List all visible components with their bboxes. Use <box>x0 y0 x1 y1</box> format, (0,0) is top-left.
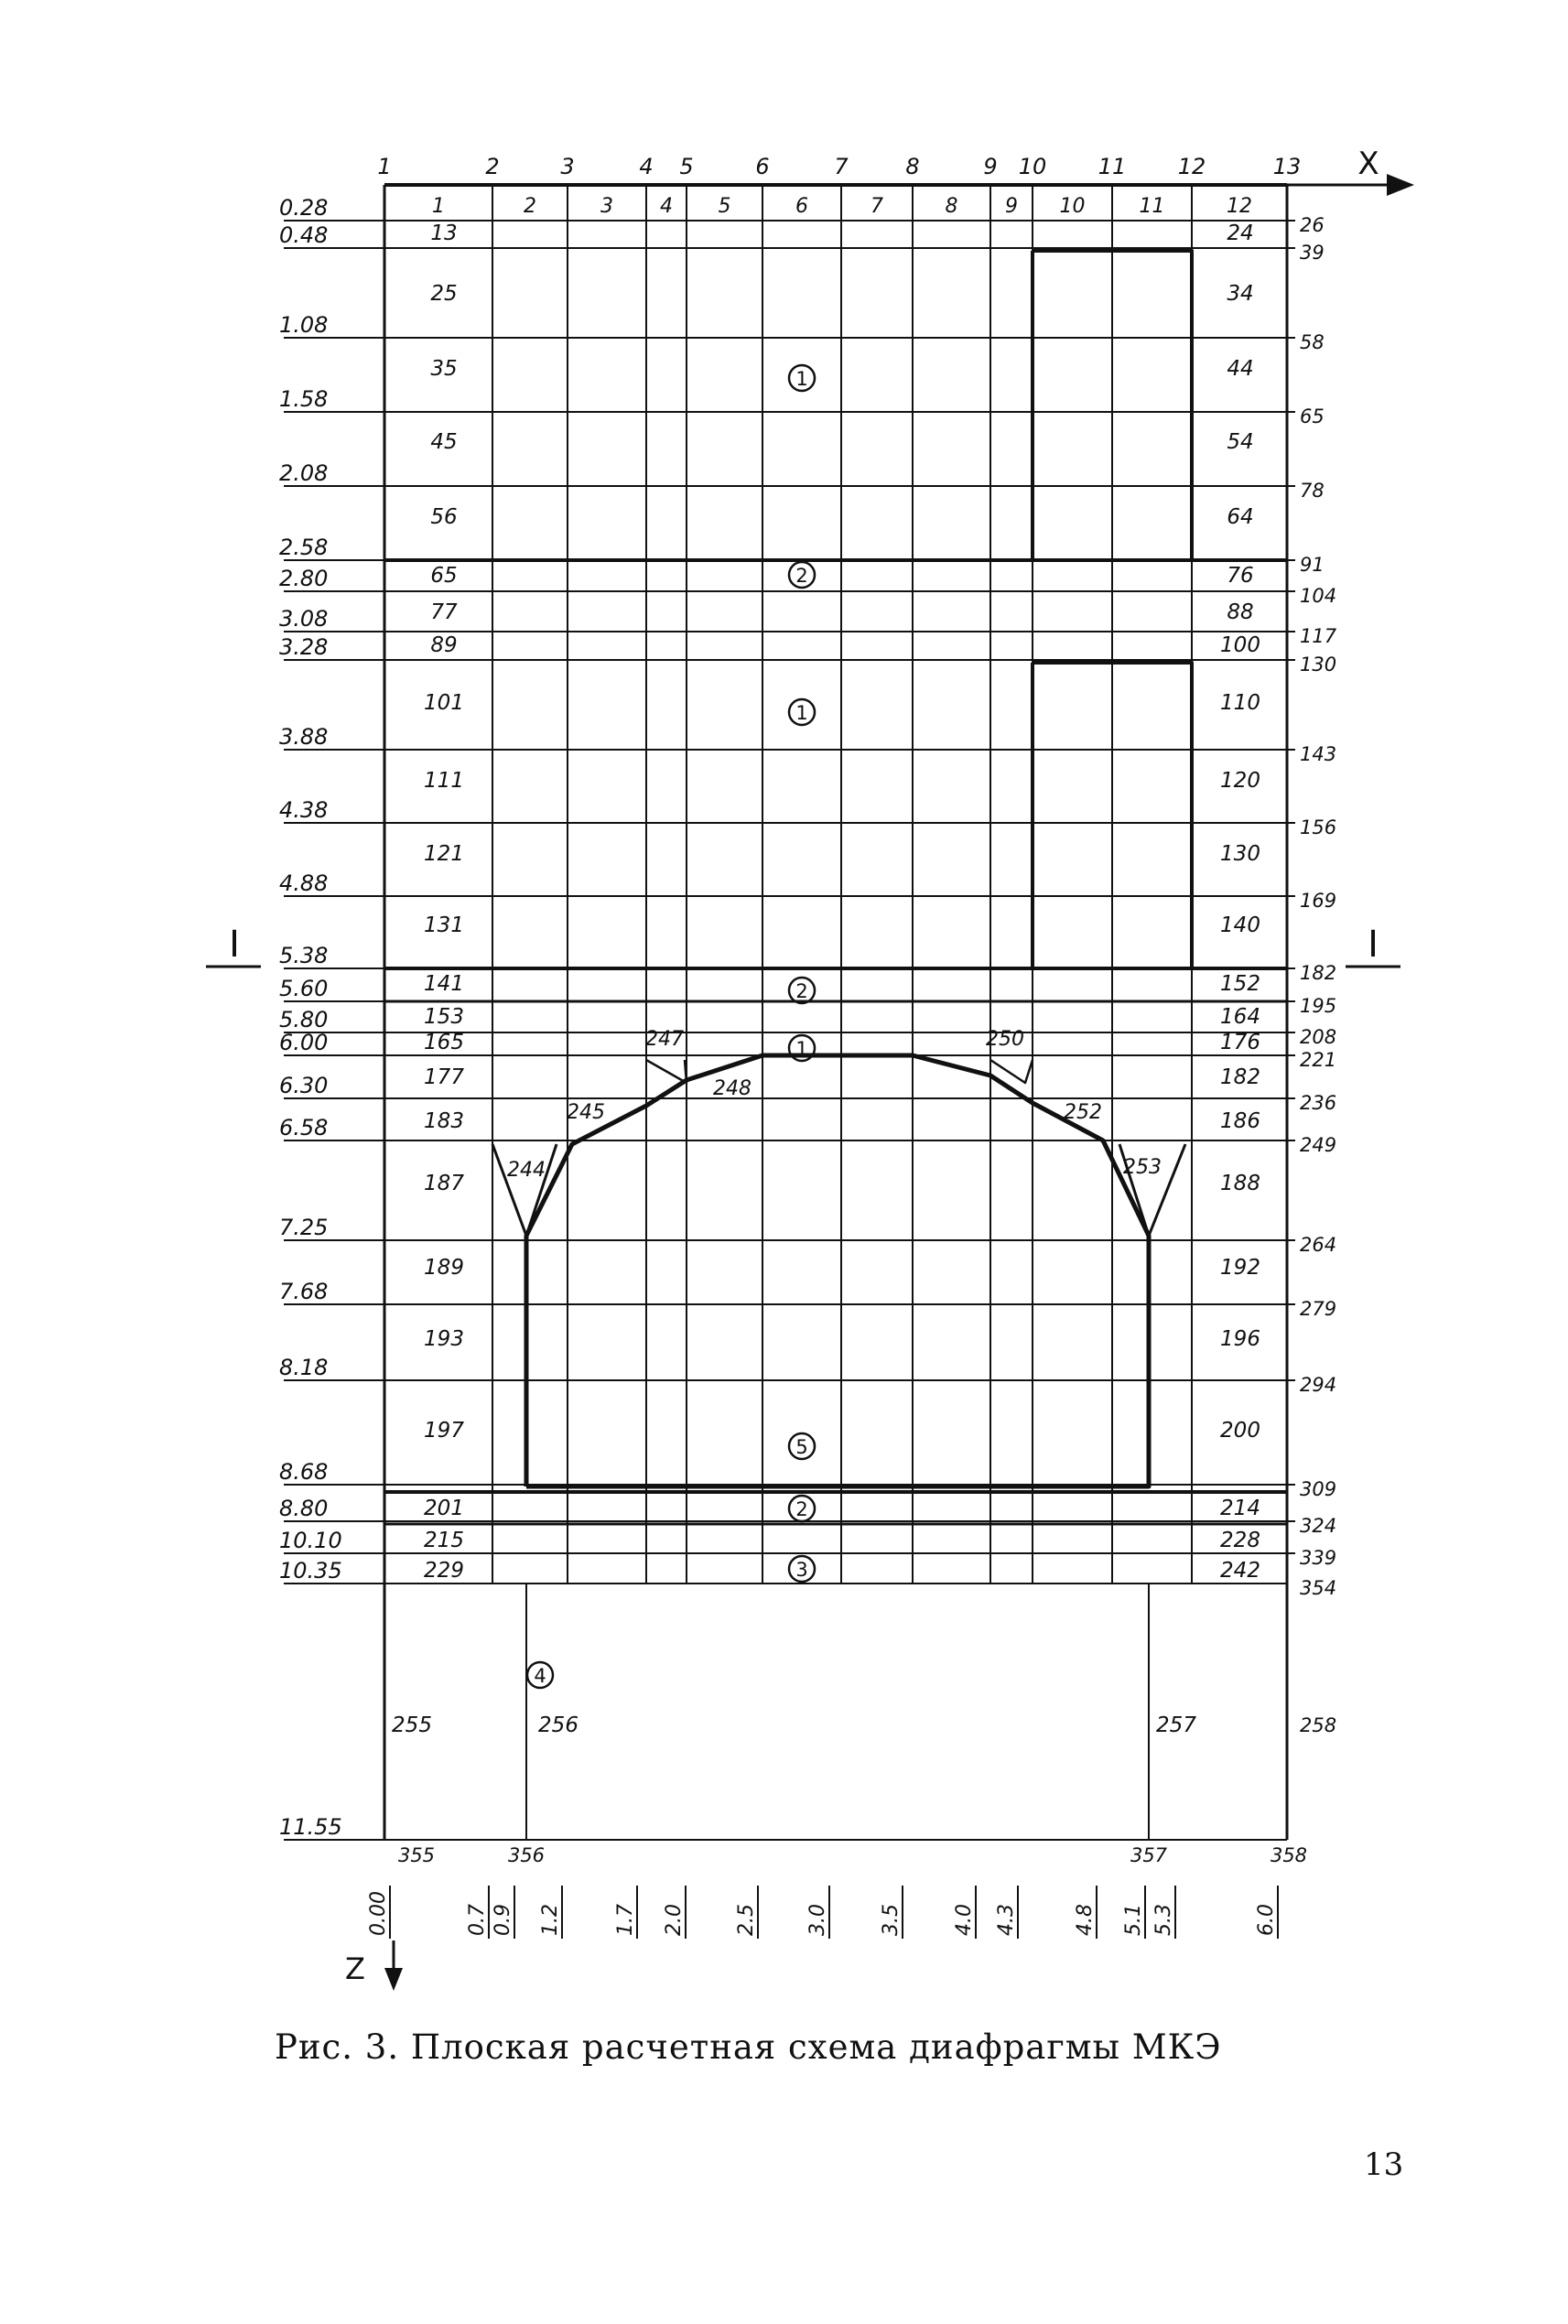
column-number-10: 10 <box>1018 154 1047 179</box>
left-element-number: 35 <box>430 357 458 381</box>
diagram-labels <box>229 146 1379 1986</box>
special-element-number: 252 <box>1064 1101 1102 1124</box>
column-element-2: 2 <box>524 195 536 218</box>
right-node-number: 264 <box>1300 1234 1337 1256</box>
x-coordinate-label: 0.7 <box>466 1904 489 1936</box>
right-node-number: 208 <box>1300 1026 1337 1048</box>
left-element-number: 56 <box>430 505 458 529</box>
right-element-number: 228 <box>1220 1529 1260 1552</box>
foundation-element-number: 255 <box>392 1713 432 1737</box>
right-element-number: 88 <box>1227 600 1254 624</box>
left-element-number: 101 <box>424 691 464 715</box>
left-element-number: 89 <box>430 633 458 657</box>
column-element-8: 8 <box>945 195 958 218</box>
depth-label: 6.58 <box>279 1115 329 1140</box>
depth-label: 8.68 <box>279 1459 329 1485</box>
left-element-number: 177 <box>424 1065 464 1089</box>
left-element-number: 187 <box>424 1172 464 1195</box>
section-mark-right: I <box>1368 924 1379 966</box>
right-element-number: 64 <box>1227 505 1254 529</box>
depth-label: 2.08 <box>279 460 329 486</box>
depth-label: 5.60 <box>279 976 329 1001</box>
right-node-number: 26 <box>1300 214 1325 236</box>
right-node-number: 130 <box>1300 654 1337 676</box>
left-element-number: 25 <box>430 282 458 306</box>
left-element-number: 193 <box>424 1327 464 1351</box>
right-element-number: 188 <box>1220 1172 1260 1195</box>
x-coordinate-label: 1.7 <box>614 1904 637 1936</box>
column-number-5: 5 <box>679 154 694 179</box>
x-coordinate-label: 1.2 <box>539 1904 562 1936</box>
material-marker-1: 1 <box>795 702 808 724</box>
right-node-number: 143 <box>1300 743 1337 765</box>
special-element-number: 245 <box>567 1101 605 1124</box>
right-node-number: 65 <box>1300 405 1325 427</box>
right-node-number: 354 <box>1300 1577 1337 1599</box>
right-element-number: 164 <box>1220 1005 1260 1029</box>
z-axis-label: Z <box>345 1951 365 1986</box>
left-element-number: 45 <box>430 430 458 454</box>
right-element-number: 76 <box>1227 564 1254 588</box>
left-element-number: 65 <box>430 564 458 588</box>
x-coordinate-label: 3.5 <box>880 1904 903 1936</box>
gusset-triangle-left <box>646 1060 687 1083</box>
depth-label: 7.25 <box>279 1215 329 1240</box>
left-element-number: 215 <box>424 1529 464 1552</box>
x-axis-label: X <box>1357 146 1379 182</box>
column-number-8: 8 <box>905 154 920 179</box>
right-node-number: 309 <box>1300 1478 1337 1500</box>
right-node-number: 195 <box>1300 995 1337 1017</box>
page-number: 13 <box>1364 2146 1404 2183</box>
material-marker-1: 1 <box>795 1038 808 1060</box>
right-node-number: 294 <box>1300 1374 1337 1396</box>
column-number-11: 11 <box>1098 154 1127 179</box>
right-element-number: 34 <box>1227 282 1254 306</box>
bottom-node-number: 356 <box>507 1844 546 1866</box>
column-element-9: 9 <box>1005 195 1018 218</box>
depth-label: 2.58 <box>279 535 329 560</box>
right-node-number: 258 <box>1300 1714 1337 1736</box>
bottom-node-number: 357 <box>1130 1844 1168 1866</box>
column-element-1: 1 <box>432 195 445 218</box>
foundation-element-number: 257 <box>1156 1713 1196 1737</box>
x-coordinate-label: 0.00 <box>367 1891 390 1936</box>
left-element-number: 77 <box>430 600 458 624</box>
column-element-3: 3 <box>600 195 613 218</box>
special-element-number: 247 <box>645 1028 684 1051</box>
right-node-number: 91 <box>1300 554 1325 576</box>
x-coordinate-label: 4.0 <box>953 1904 976 1936</box>
right-node-number: 339 <box>1300 1547 1337 1569</box>
right-element-number: 140 <box>1220 913 1260 937</box>
right-element-number: 100 <box>1220 633 1260 657</box>
right-element-number: 130 <box>1220 842 1260 866</box>
section-mark-left: I <box>229 924 240 966</box>
right-element-number: 54 <box>1227 430 1254 454</box>
right-node-number: 221 <box>1300 1049 1337 1071</box>
depth-label: 5.38 <box>279 943 329 968</box>
bold-boundary-lines <box>384 251 1287 1524</box>
depth-label: 3.28 <box>279 634 329 660</box>
column-element-6: 6 <box>795 195 808 218</box>
right-node-number: 156 <box>1300 816 1337 838</box>
right-element-number: 24 <box>1227 222 1254 245</box>
left-element-number: 183 <box>424 1109 464 1133</box>
right-element-number: 152 <box>1220 972 1260 996</box>
column-element-10: 10 <box>1059 195 1086 218</box>
column-number-4: 4 <box>639 154 654 179</box>
special-element-number: 250 <box>986 1028 1024 1051</box>
x-coordinate-label: 5.1 <box>1122 1904 1145 1936</box>
column-number-12: 12 <box>1177 154 1206 179</box>
bottom-node-number: 358 <box>1270 1844 1308 1866</box>
material-marker-1: 1 <box>795 368 808 390</box>
left-element-number: 153 <box>424 1005 464 1029</box>
depth-label: 1.58 <box>279 386 329 412</box>
right-node-number: 279 <box>1300 1298 1337 1320</box>
left-element-number: 229 <box>424 1559 464 1583</box>
column-number-3: 3 <box>560 154 575 179</box>
x-coordinate-label: 0.9 <box>492 1904 514 1936</box>
depth-label: 6.30 <box>279 1073 329 1098</box>
depth-label: 0.48 <box>279 222 329 248</box>
depth-label: 6.00 <box>279 1030 329 1055</box>
x-coordinate-label: 4.8 <box>1074 1904 1097 1936</box>
right-element-number: 120 <box>1220 769 1260 793</box>
right-element-number: 242 <box>1220 1559 1260 1583</box>
x-coordinate-label: 2.5 <box>735 1904 758 1936</box>
right-node-number: 324 <box>1300 1515 1337 1537</box>
right-node-number: 169 <box>1300 890 1337 912</box>
right-element-number: 44 <box>1227 357 1254 381</box>
x-coordinate-label: 5.3 <box>1152 1904 1175 1936</box>
column-element-5: 5 <box>718 195 731 218</box>
x-coordinate-label: 3.0 <box>806 1904 829 1936</box>
left-element-number: 111 <box>424 769 464 793</box>
depth-label: 0.28 <box>279 195 329 221</box>
right-node-number: 39 <box>1300 242 1325 264</box>
right-element-number: 200 <box>1220 1419 1260 1443</box>
special-element-number: 253 <box>1123 1156 1162 1179</box>
right-node-number: 117 <box>1300 625 1337 647</box>
special-element-number: 244 <box>507 1159 546 1182</box>
material-marker-3: 3 <box>795 1559 808 1581</box>
left-element-number: 197 <box>424 1419 464 1443</box>
column-number-7: 7 <box>834 154 849 179</box>
left-element-number: 121 <box>424 842 464 866</box>
depth-label: 2.80 <box>279 566 329 591</box>
column-element-7: 7 <box>871 195 883 218</box>
left-element-number: 201 <box>424 1497 464 1520</box>
right-element-number: 192 <box>1220 1256 1260 1280</box>
left-element-number: 165 <box>424 1031 464 1054</box>
depth-label: 4.38 <box>279 797 329 823</box>
left-element-number: 141 <box>424 972 464 996</box>
right-node-number: 182 <box>1300 962 1337 984</box>
right-element-number: 182 <box>1220 1065 1260 1089</box>
depth-label: 8.80 <box>279 1496 329 1521</box>
column-number-2: 2 <box>485 154 500 179</box>
x-coordinate-label: 4.3 <box>995 1904 1018 1936</box>
depth-label: 11.55 <box>279 1814 342 1840</box>
depth-label: 3.88 <box>279 724 329 750</box>
material-marker-2: 2 <box>795 565 808 587</box>
right-element-number: 176 <box>1220 1031 1260 1054</box>
right-node-number: 58 <box>1300 331 1325 353</box>
right-node-number: 78 <box>1300 480 1325 502</box>
column-element-4: 4 <box>660 195 673 218</box>
depth-label: 10.35 <box>279 1558 342 1584</box>
material-marker-5: 5 <box>795 1436 808 1458</box>
x-coordinate-label: 6.0 <box>1255 1904 1278 1936</box>
depth-label: 8.18 <box>279 1355 329 1380</box>
depth-label: 3.08 <box>279 606 329 632</box>
z-axis-arrow <box>384 1968 403 1991</box>
right-node-number: 236 <box>1300 1092 1337 1114</box>
column-number-6: 6 <box>755 154 770 179</box>
x-axis-arrow <box>1387 174 1414 196</box>
depth-label: 1.08 <box>279 312 329 338</box>
bottom-node-number: 355 <box>397 1844 436 1866</box>
material-marker-2: 2 <box>795 1498 808 1520</box>
column-number-9: 9 <box>983 154 998 179</box>
right-node-number: 249 <box>1300 1134 1337 1156</box>
depth-label: 7.68 <box>279 1279 329 1304</box>
column-element-12: 12 <box>1227 195 1252 218</box>
depth-label: 5.80 <box>279 1007 329 1032</box>
right-element-number: 186 <box>1220 1109 1260 1133</box>
column-number-1: 1 <box>377 154 392 179</box>
depth-label: 4.88 <box>279 870 329 896</box>
right-element-number: 110 <box>1220 691 1260 715</box>
right-node-number: 104 <box>1300 585 1337 607</box>
figure-caption: Рис. 3. Плоская расчетная схема диафрагмы МКЭ <box>275 2027 1222 2067</box>
left-element-number: 189 <box>424 1256 464 1280</box>
x-coordinate-label: 2.0 <box>663 1904 686 1936</box>
material-marker-2: 2 <box>795 980 808 1002</box>
left-element-number: 131 <box>424 913 464 937</box>
column-element-11: 11 <box>1139 195 1165 218</box>
left-element-number: 13 <box>430 222 458 245</box>
special-element-number: 248 <box>713 1077 752 1100</box>
foundation-element-number: 256 <box>538 1713 579 1737</box>
right-element-number: 196 <box>1220 1327 1260 1351</box>
depth-label: 10.10 <box>279 1528 342 1553</box>
material-marker-4: 4 <box>534 1665 546 1687</box>
right-element-number: 214 <box>1220 1497 1260 1520</box>
column-number-13: 13 <box>1272 154 1302 179</box>
arch-boundary <box>526 1055 1149 1486</box>
